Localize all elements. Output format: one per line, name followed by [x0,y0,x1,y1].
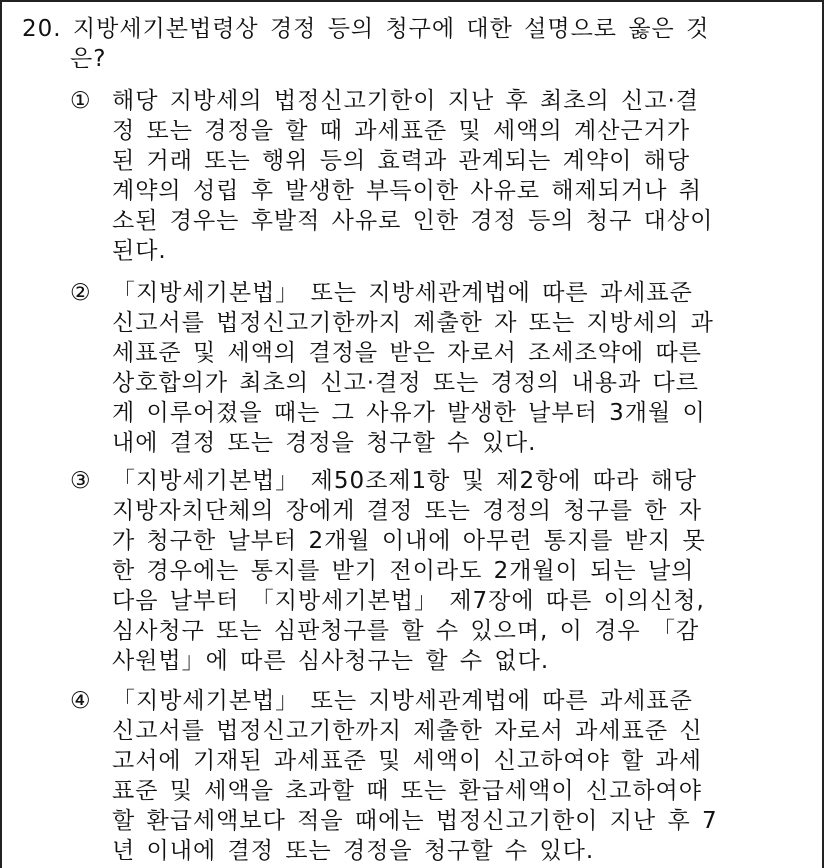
choice-1-line: 계약의 성립 후 발생한 부득이한 사유로 해제되거나 취 [112,178,702,204]
choice-4-line: 년 이내에 결정 또는 경정을 청구할 수 있다. [112,838,595,864]
choice-3-line: 가 청구한 날부터 2개월 이내에 아무런 통지를 받지 못 [112,528,706,554]
choice-2-line: 게 이루어졌을 때는 그 사유가 발생한 날부터 3개월 이 [112,400,706,426]
choice-2-line: 「지방세기본법」 또는 지방세관계법에 따른 과세표준 [112,280,693,306]
choice-3-line: 「지방세기본법」 제50조제1항 및 제2항에 따라 해당 [112,468,698,494]
choice-number-3: ③ [70,468,92,494]
choice-1-line: 된다. [112,238,167,264]
choice-2-line: 상호합의가 최초의 신고·결정 또는 경정의 내용과 다르 [112,370,699,396]
choice-number-1: ① [70,88,92,114]
choice-3-line: 지방자치단체의 장에게 결정 또는 경정의 청구를 한 자 [112,498,702,524]
choice-4-line: 표준 및 세액을 초과할 때 또는 환급세액이 신고하여야 [112,778,702,804]
choice-number-2: ② [70,280,92,306]
choice-3-line: 심사청구 또는 심판청구를 할 수 있으며, 이 경우 「감 [112,618,700,644]
choice-1-line: 해당 지방세의 법정신고기한이 지난 후 최초의 신고·결 [112,88,699,114]
choice-2-line: 내에 결정 또는 경정을 청구할 수 있다. [112,430,537,456]
choice-3-line: 사원법」에 따른 심사청구는 할 수 없다. [112,648,550,674]
question-stem-line: 20. 지방세기본법령상 경정 등의 청구에 대한 설명으로 옳은 것 [22,16,710,42]
choice-4-line: 할 환급세액보다 적을 때에는 법정신고기한이 지난 후 7 [112,808,718,834]
choice-4-line: 고서에 기재된 과세표준 및 세액이 신고하여야 할 과세 [112,748,702,774]
choice-3-line: 한 경우에는 통지를 받기 전이라도 2개월이 되는 날의 [112,558,695,584]
question-stem-line: 은? [70,46,107,72]
choice-1-line: 소된 경우는 후발적 사유로 인한 경정 등의 청구 대상이 [112,208,714,234]
choice-4-line: 신고서를 법정신고기한까지 제출한 자로서 과세표준 신 [112,718,703,744]
choice-3-line: 다음 날부터 「지방세기본법」 제7장에 따른 이의신청, [112,588,705,614]
choice-2-line: 세표준 및 세액의 결정을 받은 자로서 조세조약에 따른 [112,340,702,366]
choice-2-line: 신고서를 법정신고기한까지 제출한 자 또는 지방세의 과 [112,310,714,336]
choice-1-line: 된 거래 또는 행위 등의 효력과 관계되는 계약이 해당 [112,148,691,174]
choice-number-4: ④ [70,688,92,714]
choice-4-line: 「지방세기본법」 또는 지방세관계법에 따른 과세표준 [112,688,693,714]
choice-1-line: 정 또는 경정을 할 때 과세표준 및 세액의 계산근거가 [112,118,691,144]
